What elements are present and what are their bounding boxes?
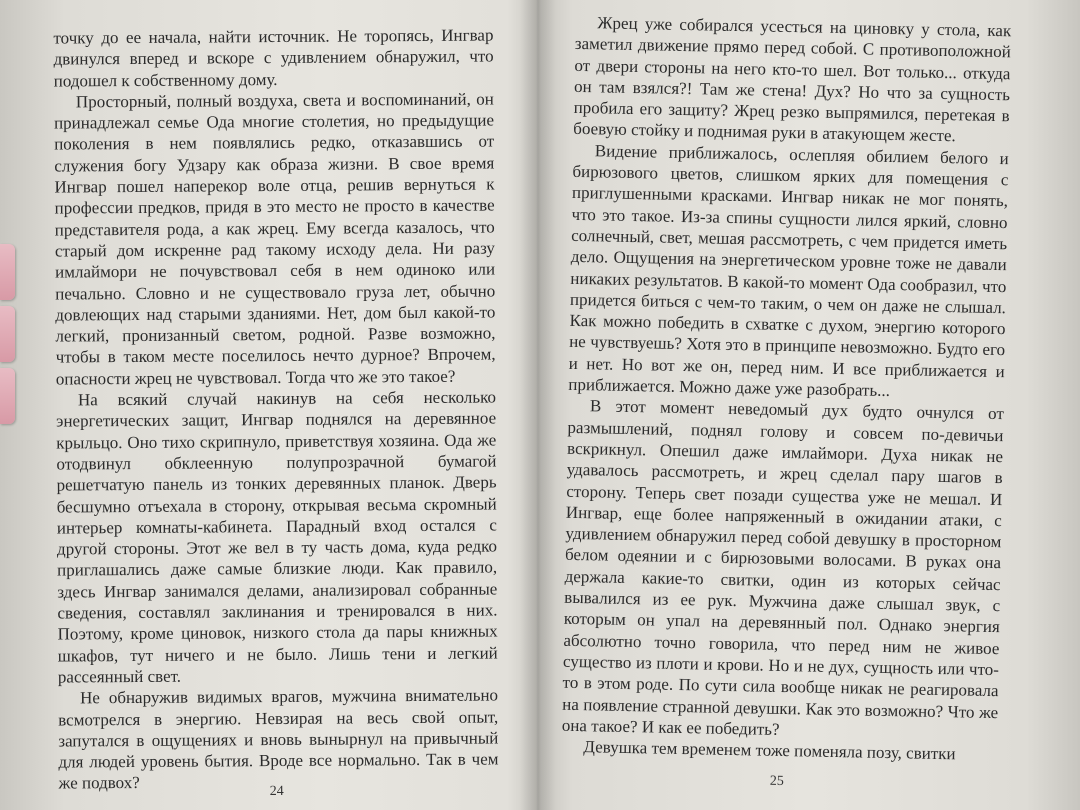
paragraph: На всякий случай накинув на себя несколько энергетических защит, Ингвар поднялся на деревянное крыльцо. Оно тихо скрипнуло, приветствуя хозяина. Ода же отодвинул обклеенную полупрозрачной бумагой решетчатую панель из тонких деревянных планок. Дверь бесшумно отъехала в сторону, открывая весьма скромный интерьер комнаты-кабинета. Парадный вход остался с другой стороны. Этот же вел в ту часть дома, куда редко приглашались даже самые близкие люди. Как правило, здесь Ингвар занимался делами, анализировал собранные сведения, составлял заклинания и тренировался в них. Поэтому, кроме циновок, низкого стола да пары книжных шкафов, тут ничего и не было. Лишь тени и легкий рассеянный свет. <box>56 387 498 687</box>
bookmark-tab <box>0 244 15 300</box>
page-number: 25 <box>769 773 784 790</box>
right-page <box>560 0 1011 810</box>
pink-bookmark-tabs <box>0 244 18 430</box>
paragraph: В этот момент неведомый дух будто очнулся от размышлений, поднял голову и совсем по-девичьи вскрикнул. Опешил даже имлаймори. Духа никак не удавалось рассмотреть, и жрец сделал пару шагов в сторону. Теперь свет позади существа уже не мешал. И Ингвар, еще более напряженный в ожидании атаки, с удивлением обнаружил перед собой девушку в просторном белом одеянии и с бирюзовыми волосами. В руках она держала какие-то свитки, один из которых сейчас вывалился из ее рук. Мужчина даже слышал звук, с которым он упал на деревянный пол. Однако энергия абсолютно точно говорила, что перед ним не живое существо из плоти и крови. Но и не дух, сущность или что-то в этом роде. По сути сила вообще никак не реагировала на появление странной девушки. Как это возможно? Что же она такое? И как ее победить? <box>561 396 1005 739</box>
paragraph: Жрец уже собирался усесться на циновку у стола, как заметил движение прямо перед собой. С противоположной от двери стороны на него кто-то шел. Вот только... откуда он там взялся?! Там же стена! Дух? Но что за сущность пробила его защиту? Жрец резко выпрямился, перетекая в боевую стойку и поднимая руки в атакующем жесте. <box>573 13 1012 146</box>
paragraph: Девушка тем временем тоже поменяла позу, свитки <box>583 737 956 764</box>
paragraph: точку до ее начала, найти источник. Не торопясь, Ингвар двинулся вперед и вскоре с удивлением обнаружил, что подошел к собственному дому. <box>53 25 494 91</box>
right-page-text <box>561 12 1011 766</box>
paragraph: Просторный, полный воздуха, света и воспоминаний, он принадлежал семье Ода многие столетия, но предыдущие поколения в нем появлялись редко, отказавшись от служения богу Удзару как образа жизни. В свое время Ингвар пошел наперекор воле отца, решив вернуться к профессии предков, придя в это место не просто в качестве представителя рода, а как жрец. Ему всегда казалось, что старый дом искренне рад такому исходу дела. Ни разу имлаймори не почувствовал себя в нем одиноко или печально. Словно и не существовало груза лет, обычно довлеющих над старыми зданиями. Нет, дом был какой-то легкий, пронизанный светом, родной. Разве возможно, чтобы в таком месте поселилось нечто дурное? Впрочем, опасности жрец не чувствовал. Тогда что же это такое? <box>53 89 496 389</box>
bookmark-tab <box>0 306 15 362</box>
book-gutter <box>520 0 556 810</box>
page-number: 24 <box>269 783 284 800</box>
paragraph: Не обнаружив видимых врагов, мужчина внимательно всмотрелся в энергию. Невзирая на весь свой опыт, запутался в ощущениях и вновь вынырнул на привычный для людей уровень бытия. Вроде все нормально. Так в чем же подвох? <box>58 685 499 793</box>
paragraph: Видение приближалось, ослепляя обилием белого и бирюзового цветов, слишком ярких для помещения с приглушенными красками. Ингвар никак не мог понять, что это такое. Из-за спины сущности лился яркий, словно солнечный, свет, мешая рассмотреть, с чем придется иметь дело. Ощущения на энергетическом уровне тоже не давали никаких результатов. В какой-то момент Ода сообразил, что придется биться с чем-то таким, о чем он даже не слышал. Как можно победить в схватке с духом, энергию которого не чувствуешь? Хотя это в принципе невозможно. Будто его и нет. Но вот же он, перед ним. И все приближается и приближается. Можно даже уже разобрать... <box>568 141 1009 401</box>
bookmark-tab <box>0 368 15 424</box>
left-page-text <box>53 24 498 794</box>
left-page <box>53 0 499 810</box>
